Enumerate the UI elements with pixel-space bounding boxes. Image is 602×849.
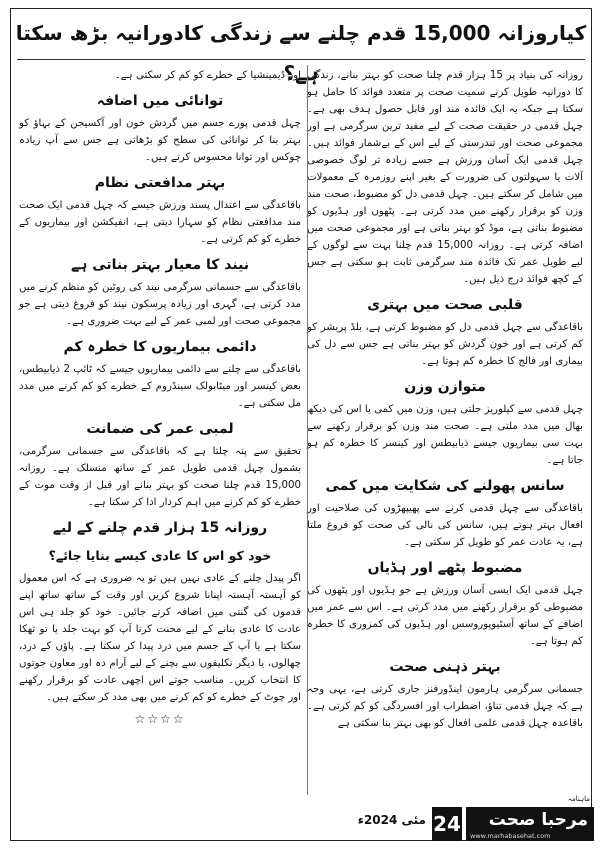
title-rule [17, 59, 585, 60]
left-column-heading: لمبی عمر کی ضمانت [86, 421, 234, 437]
magazine-masthead [466, 795, 594, 841]
article-title: کیاروزانہ 15,000 قدم چلنے سے زندگی کادورانیہ بڑھ سکتا ہے؟ [15, 21, 587, 85]
left-column-paragraph: باقاعدگی سے چلنے سے دائمی بیماریوں جیسے کہ ٹائپ 2 ذیابیطس، بعض کینسر اور میٹابولک سینڈروم کے خطرے کو کم کرنے میں مدد مل سکتی ہے۔ [19, 364, 302, 409]
page-footer [312, 795, 594, 841]
left-column-paragraph: اگر پیدل چلنے کے عادی نہیں ہیں تو یہ ضروری ہے کہ اس معمول کو آہستہ آہستہ اپنانا شروع کریں اور وقت کے ساتھ ساتھ اپنے قدموں کی گنتی میں اضافہ کرتے جائیں۔ خود کو جلد ہی اس عادت کا عادی بنانے کے لیے محنت کرنا آپ کو بہت جلد یا تو تھکا سکتا ہے یا آپ کے جسم میں درد پیدا کر سکتا ہے۔ پاؤں کے درد، چھالوں، یا دیگر تکلیفوں سے بچنے کے لیے آرام دہ اور معاون جوتوں کا انتخاب کریں۔ مناسب جوتے اس اچھی عادت کو برقرار رکھنے اور چوٹ کے خطرے کو کم کرنے میں بھی مدد کر سکتے ہیں۔ [19, 573, 301, 703]
magazine-website[interactable]: www.marhabasehat.com [470, 832, 551, 840]
left-column-paragraph: تحقیق سے پتہ چلتا ہے کہ باقاعدگی سے جسمانی سرگرمی، بشمول چہل قدمی طویل عمر کے ساتھ منسلک ہے۔ روزانہ 15,000 قدم چلنا صحت کو بہتر بنانے اور قبل از وقت موت کے خطرے کو کم کرنے میں اہم کردار ادا کر سکتا ہے۔ [19, 446, 301, 508]
left-column-heading: دائمی بیماریوں کا خطرہ کم [63, 339, 257, 355]
issue-date: مئی 2024ء [357, 813, 426, 827]
left-column-paragraph: باقاعدگی سے اعتدال پسند ورزش جیسے کہ چہل قدمی ایک صحت مند مدافعتی نظام کو سہارا دیتی ہے، انفیکشن اور بیماریوں کے خطرے کو کم کرتی ہے۔ [19, 200, 301, 245]
right-column-paragraph: باقاعدگی سے چہل قدمی کرنے سے پھیپھڑوں کی صلاحیت اور افعال بہتر ہوتے ہیں، سانس کی نالی کی صحت کو فروغ ملتا ہے، یہ عادت عمر کو طویل کر سکتی ہے۔ [307, 503, 583, 548]
right-column-heading: متوازن وزن [404, 379, 486, 395]
left-column-heading: خود کو اس کا عادی کیسے بنایا جائے؟ [48, 548, 272, 563]
left-column-paragraph: اور ڈیمینشیا کے خطرے کو کم کر سکتی ہے۔ [114, 70, 301, 81]
right-column-heading: سانس پھولنے کی شکایت میں کمی [325, 478, 565, 494]
end-stars-icon: ☆☆☆☆ [134, 712, 186, 726]
right-column-paragraph: جسمانی سرگرمی ہارمون اینڈورفنز جاری کرتی ہے، یہی وجہ ہے کہ چہل قدمی تناؤ، اضطراب اور افسردگی کو کم کرتی ہے۔ باقاعدہ چہل قدمی علمی افعال کو بھی بہتر بنا سکتی ہے [307, 684, 583, 729]
left-column-paragraph: چہل قدمی پورے جسم میں گردش خون اور آکسیجن کے بہاؤ کو بہتر بنا کر توانائی کی سطح کو بڑھاتی ہے جس سے آپ زیادہ چوکس اور توانا محسوس کرتے ہیں۔ [19, 118, 301, 163]
right-column-heading: بہتر ذہنی صحت [389, 659, 501, 675]
right-column-paragraph: روزانہ کی بنیاد پر 15 ہزار قدم چلنا صحت کو بہتر بنانے، زندگی کا دورانیہ طویل کرنے سمیت صحت پر متعدد فوائد کا حامل ہو سکتا ہے جبکہ یہ ایک فائدہ مند اور قابل حصول ہدف بھی ہے۔ چہل قدمی در حقیقت صحت کے لیے مفید ترین سرگرمی ہے اور مجموعی صحت اور تندرستی کے لیے اس کے بےشمار فوائد ہیں۔ چہل قدمی ایک آسان ورزش ہے جسے زیادہ تر لوگ خصوصی آلات یا سہولتوں کی ضرورت کے بغیر اپنے روزمرہ کے معمولات میں شامل کر سکتے ہیں۔ چہل قدمی دل کو مضبوط، صحت مند وزن کو برقرار رکھنے میں مدد کرتی ہے۔ پٹھوں اور ہڈیوں کو مضبوط بناتی ہے، موڈ کو بہتر بناتی ہے اور مجموعی صحت میں اضافہ کرتی ہے۔ روزانہ 15,000 قدم چلنا بہت سے لوگوں کے لیے طویل عمر تک فائدہ مند سرگرمی ثابت ہو سکتی ہے جس کے کچھ فوائد درج ذیل ہیں۔ [307, 70, 583, 285]
left-column-heading: نیند کا معیار بہتر بناتی ہے [70, 257, 250, 273]
page-number: 24 [432, 807, 462, 841]
left-column-heading: توانائی میں اضافہ [96, 93, 224, 109]
magazine-name: مرحبا صحت [488, 810, 588, 830]
magazine-page [10, 8, 592, 841]
right-column [307, 67, 583, 734]
right-column-paragraph: باقاعدگی سے چہل قدمی دل کو مضبوط کرتی ہے، بلڈ پریشر کو کم کرتی ہے اور خون گردش کو بہتر بناتی ہے جس سے دل کی بیماری اور فالج کا خطرہ کم ہوتا ہے۔ [307, 322, 583, 367]
left-column-heading: روزانہ 15 ہزار قدم چلنے کے لیے [52, 520, 268, 536]
right-column-paragraph: چہل قدمی سے کیلوریز جلتی ہیں، وزن میں کمی یا اس کی دیکھ بھال میں مدد ملتی ہے۔ صحت مند وزن کو برقرار رکھنے سے بہت سی بیماریوں جیسے ذیابیطس اور کینسر کا خطرہ کم ہو جاتا ہے۔ [307, 404, 583, 466]
left-column-paragraph: باقاعدگی سے جسمانی سرگرمی نیند کی روٹین کو منظم کرنے میں مدد کرتی ہے، گہری اور زیادہ پرسکون نیند کو فروغ دیتی ہے جو مجموعی صحت اور لمبی عمر کے لیے بہت ضروری ہے۔ [19, 282, 301, 327]
right-column-heading: قلبی صحت میں بہتری [367, 297, 523, 313]
right-column-heading: مضبوط پٹھے اور ہڈیاں [367, 560, 523, 576]
left-column [19, 67, 301, 726]
right-column-paragraph: چہل قدمی ایک ایسی آسان ورزش ہے جو ہڈیوں اور پٹھوں کی مضبوطی کو برقرار رکھنے میں مدد کرتی ہے۔ اس سے عمر میں اضافے کے ساتھ آسٹیوپوروسس اور ہڈیوں کی کمزوری کا خطرہ کم ہوتا ہے۔ [307, 585, 583, 647]
column-divider [307, 65, 308, 795]
left-column-heading: بہتر مدافعتی نظام [94, 175, 226, 191]
magazine-tag: ماہنامہ [567, 795, 590, 803]
